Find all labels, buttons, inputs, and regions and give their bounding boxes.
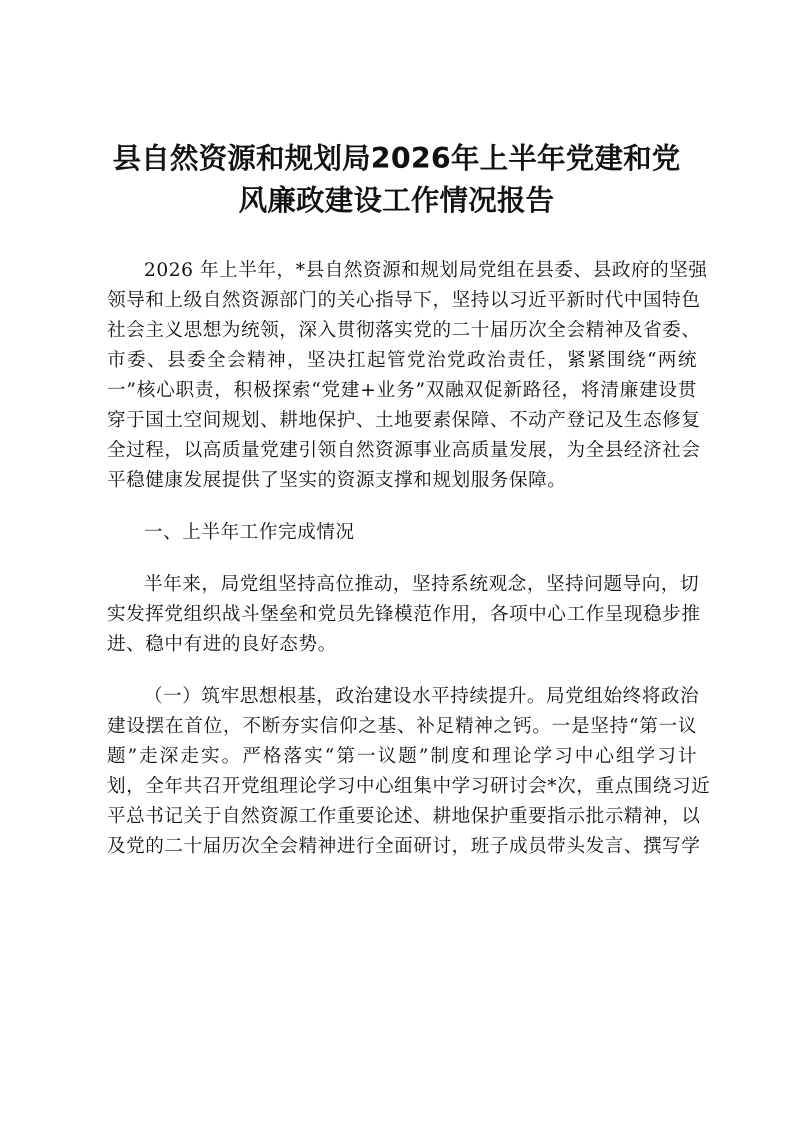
text-line: 平总书记关于自然资源工作重要论述、耕地保护重要指示批示精神，以: [107, 806, 701, 827]
text-line: 穿于国土空间规划、耕地保护、土地要素保障、不动产登记及生态修复: [107, 410, 701, 431]
text-line: 市委、县委全会精神，坚决扛起管党治党政治责任，紧紧围绕“两统: [107, 350, 697, 371]
text-line: 领导和上级自然资源部门的关心指导下，坚持以习近平新时代中国特色: [107, 290, 701, 311]
title-line-2: 风廉政建设工作情况报告: [238, 184, 555, 217]
text-line: 建设摆在首位，不断夯实信仰之基、补足精神之钙。一是坚持“第一议: [107, 716, 697, 737]
text-line: 实发挥党组织战斗堡垒和党员先锋模范作用，各项中心工作呈现稳步推: [107, 604, 701, 625]
text-line: （一）筑牢思想根基，政治建设水平持续提升。局党组始终将政治: [144, 686, 700, 707]
document-title: [90, 138, 703, 222]
summary-paragraph: [107, 570, 701, 660]
text-line: 全过程，以高质量党建引领自然资源事业高质量发展，为全县经济社会: [107, 440, 701, 461]
text-line: 题”走深走实。严格落实“第一议题”制度和理论学习中心组学习计: [107, 746, 697, 767]
intro-paragraph: [107, 256, 708, 496]
text-line: 进、稳中有进的良好态势。: [107, 634, 337, 655]
document-body: [107, 256, 711, 884]
subsection-paragraph: [107, 682, 711, 862]
text-line: 社会主义思想为统领，深入贯彻落实党的二十届历次全会精神及省委、: [107, 320, 701, 341]
text-line: 平稳健康发展提供了坚实的资源支撑和规划服务保障。: [107, 470, 567, 491]
text-line: 半年来，局党组坚持高位推动，坚持系统观念，坚持问题导向，切: [144, 574, 700, 595]
text-line: 及党的二十届历次全会精神进行全面研讨，班子成员带头发言、撰写学: [107, 836, 701, 857]
text-line: 划，全年共召开党组理论学习中心组集中学习研讨会*次，重点围绕习近: [107, 776, 711, 797]
text-line: 一”核心职责，积极探索“党建+业务”双融双促新路径，将清廉建设贯: [107, 380, 697, 401]
title-line-1: 县自然资源和规划局2026年上半年党建和党: [112, 142, 681, 175]
text-line: 2026 年上半年，*县自然资源和规划局党组在县委、县政府的坚强: [144, 260, 708, 281]
section-heading: 一、上半年工作完成情况: [144, 522, 355, 543]
